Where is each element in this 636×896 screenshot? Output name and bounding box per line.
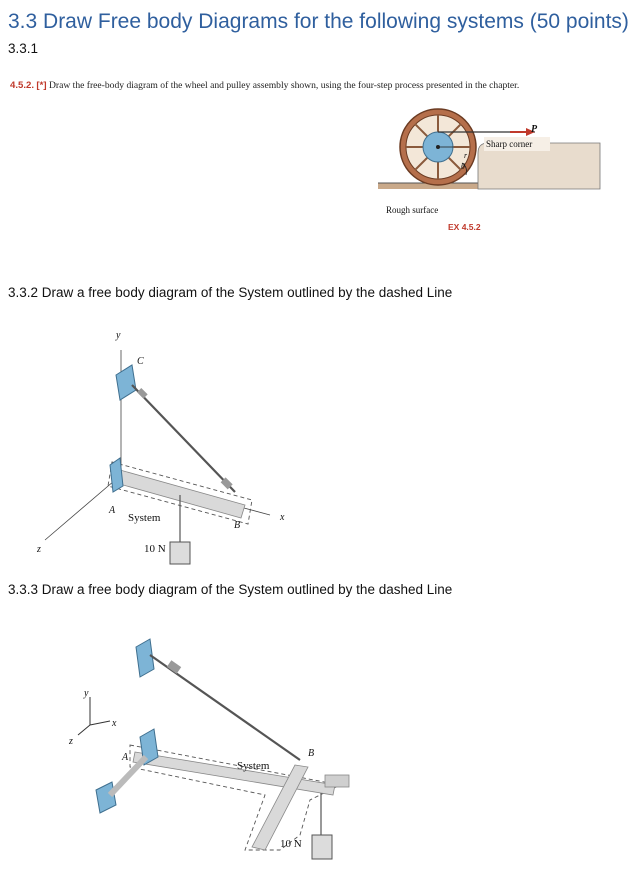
page-title: 3.3 Draw Free body Diagrams for the following systems (50 points) (8, 10, 629, 33)
tension-cable (132, 385, 235, 492)
axis-y-label-1: y (116, 330, 121, 341)
theta-label: θ (461, 162, 465, 171)
axis-z-label-2: z (69, 736, 73, 747)
sharp-corner-label: Sharp corner (486, 139, 533, 149)
point-b-label-1: B (234, 520, 241, 531)
system-figure-2 (50, 625, 390, 875)
bracket-top (136, 639, 154, 677)
weight-label-2: 10 N (280, 838, 302, 850)
system-label-2: System (237, 760, 270, 772)
weight-block-2 (312, 835, 332, 859)
problem-text: Draw the free-body diagram of the wheel and pulley assembly shown, using the four-step process presented in the chapter. (48, 80, 520, 91)
problem-number: 4.5.2. (10, 80, 35, 91)
section-heading-3-3-2: 3.3.2 Draw a free body diagram of the System outlined by the dashed Line (8, 285, 453, 300)
problem-tag: [*] (36, 80, 47, 91)
axis-x-label-1: x (280, 512, 285, 523)
turnbuckle-2 (167, 660, 181, 673)
section-heading-3-3-3: 3.3.3 Draw a free body diagram of the System outlined by the dashed Line (8, 582, 453, 597)
figure-caption: EX 4.5.2 (448, 222, 481, 232)
radius-r-label: r (464, 151, 468, 160)
bracket-c (116, 365, 136, 400)
system-label-1: System (128, 512, 161, 524)
axis-y-label-2: y (84, 688, 89, 699)
bearing-lower (96, 782, 116, 813)
point-b-label-2: B (308, 748, 315, 759)
weight-block (170, 542, 190, 564)
point-a-label-2: A (122, 752, 129, 763)
point-c-label: C (137, 356, 144, 367)
axis-x-label-2: x (112, 718, 117, 729)
end-plate (325, 775, 349, 787)
section-number-3-3-1: 3.3.1 (8, 41, 39, 56)
tripod-z (78, 725, 90, 735)
system-figure-1 (20, 330, 320, 570)
rough-surface-label: Rough surface (386, 205, 439, 215)
tripod-x (90, 721, 110, 725)
turnbuckle-top (137, 388, 148, 399)
problem-statement (10, 80, 519, 91)
axis-z-label-1: z (37, 544, 41, 555)
force-p-label: P (531, 124, 538, 135)
point-a-label-1: A (109, 505, 116, 516)
weight-label-1: 10 N (144, 543, 166, 555)
